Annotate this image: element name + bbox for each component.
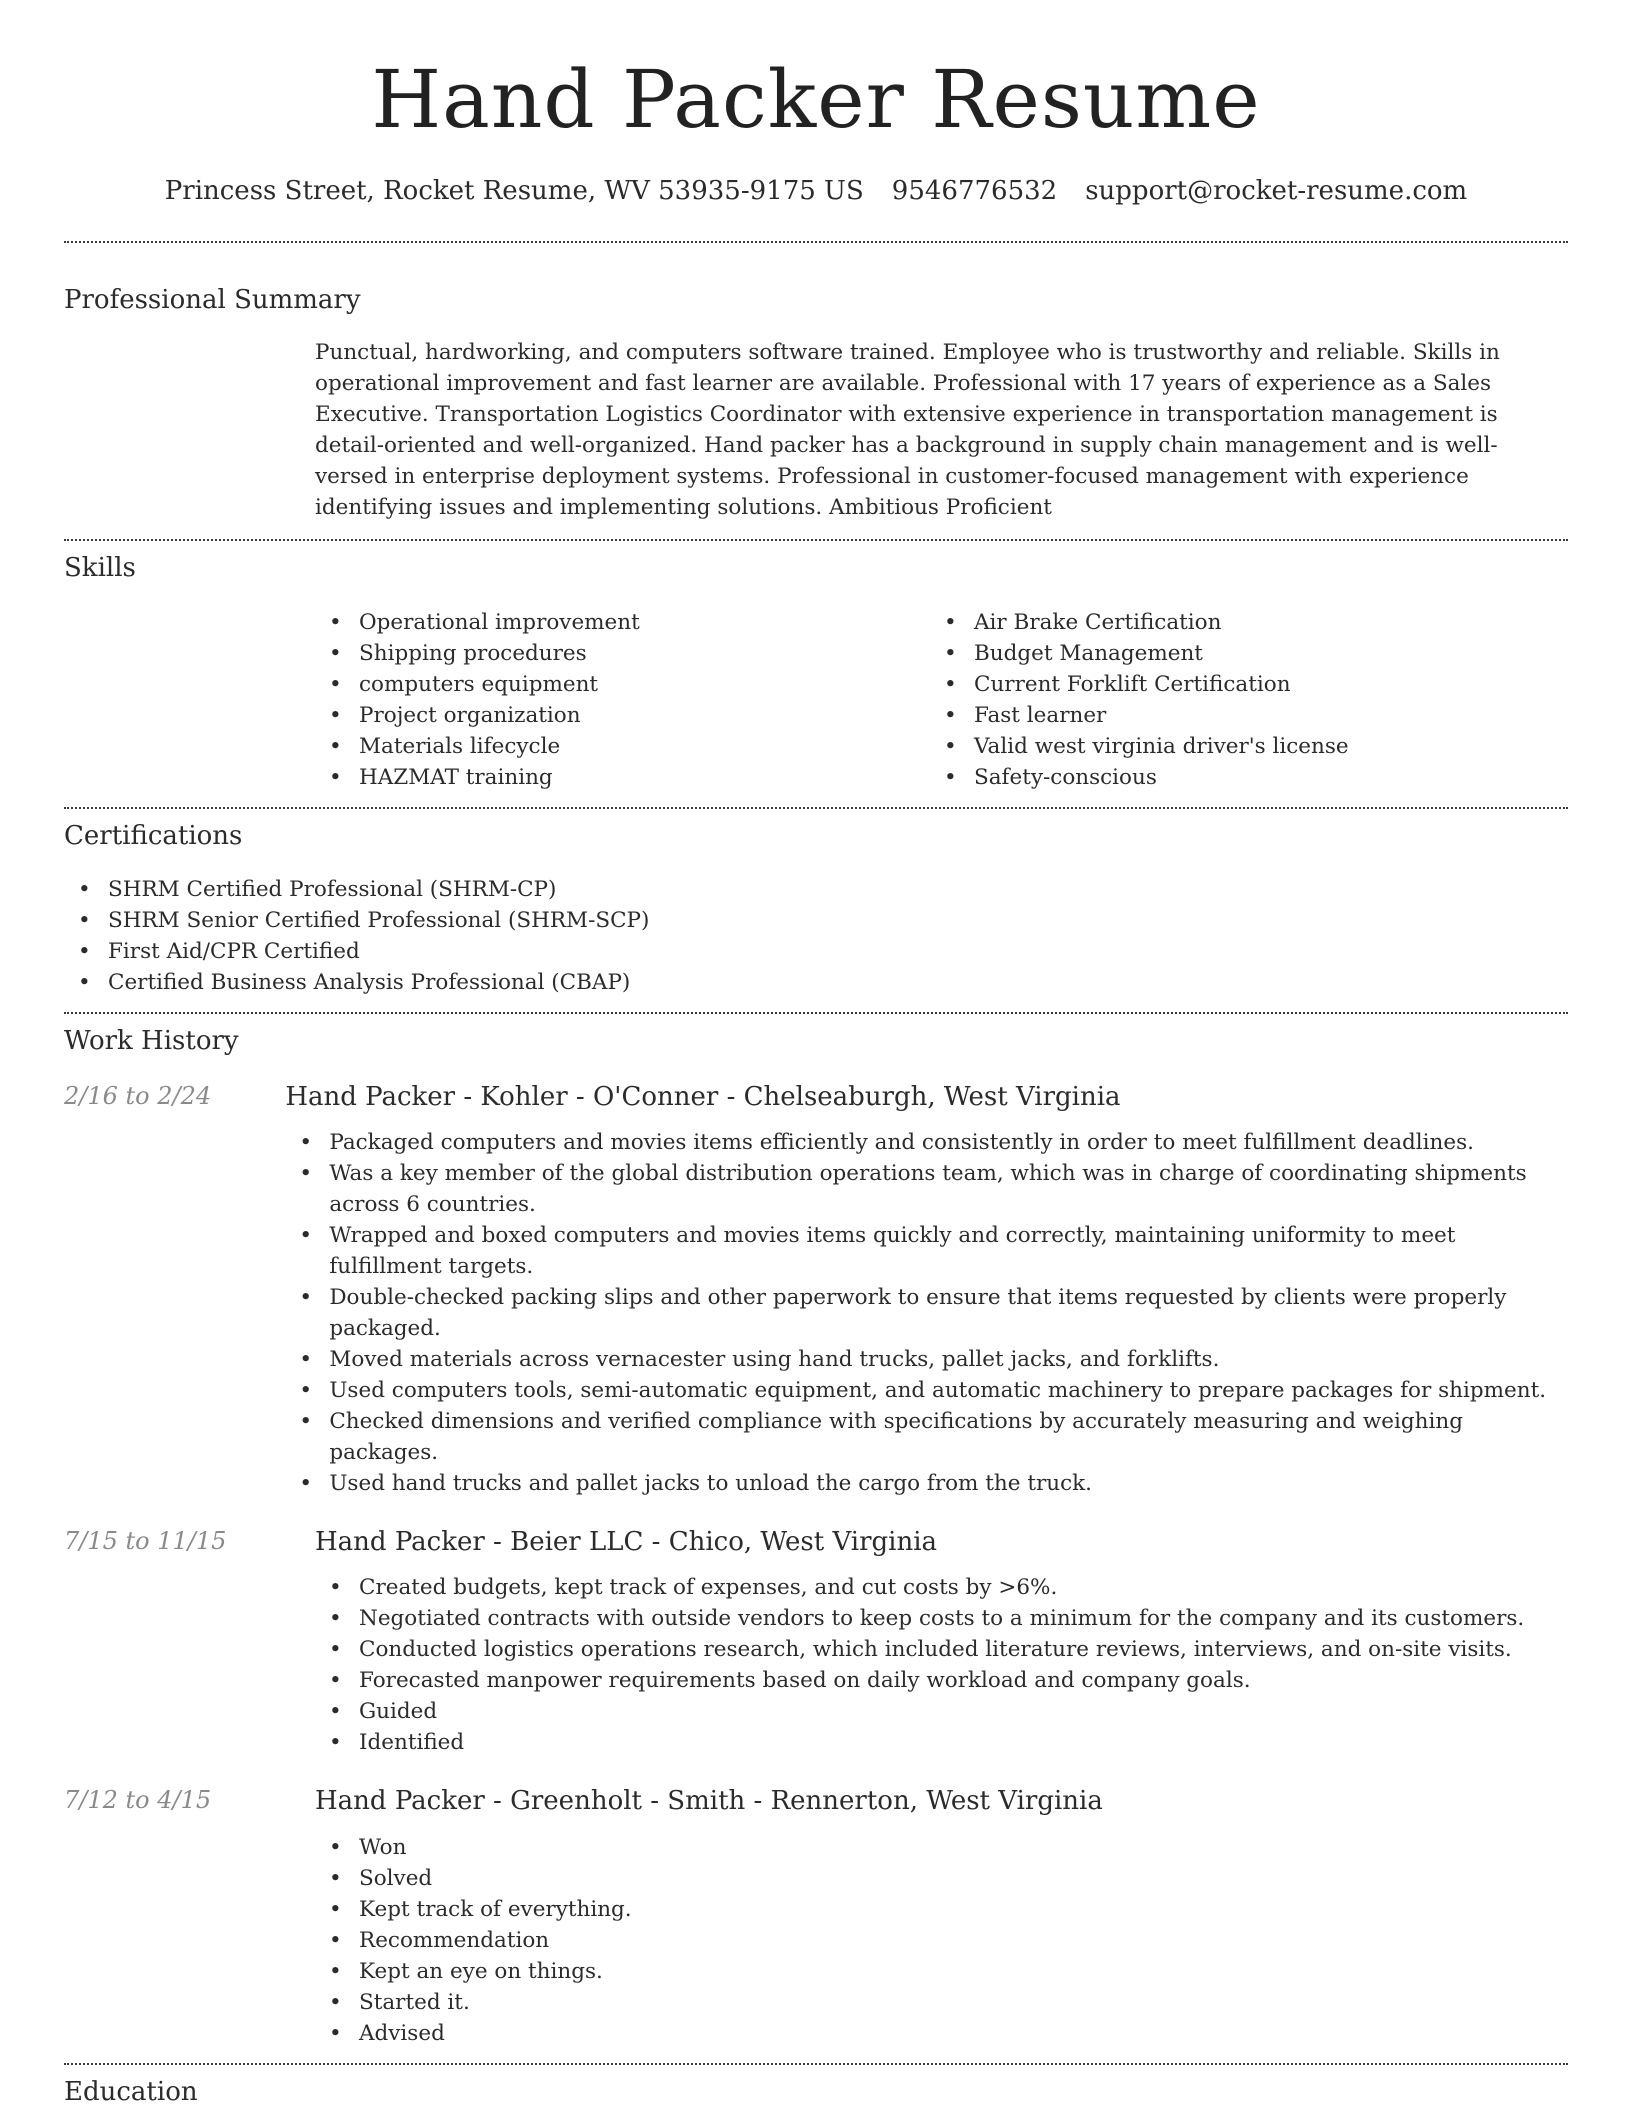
job-bullets [315,1572,1524,1758]
list-item: • SHRM Certified Professional (SHRM-CP) [64,874,1568,905]
list-item: • SHRM Senior Certified Professional (SHRM-SCP) [64,905,1568,936]
divider [64,1012,1568,1014]
job-bullets [315,1832,1103,2049]
job-dates: 2/16 to 2/24 [64,1081,212,1110]
list-item: • Recommendation [315,1925,1103,1956]
list-item: • Kept track of everything. [315,1894,1103,1925]
list-item: • Current Forklift Certification [930,669,1545,700]
job-entry [64,1082,1568,1499]
job-details [285,1082,1568,1499]
section-heading-skills: Skills [64,553,136,584]
job-dates: 7/15 to 11/15 [64,1527,227,1556]
list-item: • Negotiated contracts with outside vendors to keep costs to a minimum for the company and its customers. [315,1603,1524,1634]
list-item: • First Aid/CPR Certified [64,936,1568,967]
job-entry [64,1786,1568,2048]
contact-phone: 9546776532 [891,176,1058,206]
divider [64,2063,1568,2065]
job-entry [64,1527,1568,1758]
job-bullets [285,1127,1568,1499]
job-dates: 7/12 to 4/15 [64,1786,212,1815]
section-heading-education: Education [64,2076,198,2107]
list-item: • Won [315,1832,1103,1863]
contact-email[interactable]: support@rocket-resume.com [1085,176,1468,206]
list-item: • Safety-conscious [930,762,1545,793]
list-item: • Conducted logistics operations research, which included literature reviews, interviews, and on-site visits. [315,1634,1524,1665]
list-item: • Packaged computers and movies items efficiently and consistently in order to meet fulfillment deadlines. [285,1127,1568,1158]
list-item: • Kept an eye on things. [315,1956,1103,1987]
list-item: • Started it. [315,1987,1103,2018]
job-details [315,1786,1103,2048]
list-item: • Materials lifecycle [315,731,930,762]
list-item: • Double-checked packing slips and other paperwork to ensure that items requested by clients were properly packaged. [285,1282,1568,1344]
section-heading-summary: Professional Summary [64,285,361,316]
skills-list-left [315,607,930,793]
list-item: • Forecasted manpower requirements based on daily workload and company goals. [315,1665,1524,1696]
resume-page [64,0,1568,2108]
list-item: • Air Brake Certification [930,607,1545,638]
list-item: • HAZMAT training [315,762,930,793]
list-item: • Operational improvement [315,607,930,638]
job-details [315,1527,1524,1758]
job-title: Hand Packer - Beier LLC - Chico, West Virginia [315,1527,938,1558]
list-item: • Project organization [315,700,930,731]
contact-address: Princess Street, Rocket Resume, WV 53935-9175 US [164,176,864,206]
list-item: • Guided [315,1696,1524,1727]
list-item: • Wrapped and boxed computers and movies items quickly and correctly, maintaining uniformity to meet fulfillment targets. [285,1220,1568,1282]
job-title: Hand Packer - Greenholt - Smith - Rennerton, West Virginia [315,1786,1103,1817]
list-item: • Used hand trucks and pallet jacks to unload the cargo from the truck. [285,1468,1568,1499]
page-title: Hand Packer Resume [371,53,1261,146]
list-item: • Solved [315,1863,1103,1894]
list-item: • Fast learner [930,700,1545,731]
summary-text: Punctual, hardworking, and computers software trained. Employee who is trustworthy and reliable. Skills in operational improvement and fast learner are available. Professional with 17 years of experience as a Sales Executive. Transportation Logistics Coordinator with extensive experience in transportation management is detail-oriented and well-organized. Hand packer has a background in supply chain management and is well-versed in enterprise deployment systems. Professional in customer-focused management with experience identifying issues and implementing solutions. Ambitious Proficient [315,340,1500,521]
divider [64,807,1568,809]
list-item: • Advised [315,2018,1103,2049]
divider [64,539,1568,541]
list-item: • Was a key member of the global distribution operations team, which was in charge of coordinating shipments across 6 countries. [285,1158,1568,1220]
job-title: Hand Packer - Kohler - O'Conner - Chelseaburgh, West Virginia [285,1081,1121,1112]
list-item: • Created budgets, kept track of expenses, and cut costs by >6%. [315,1572,1524,1603]
list-item: • Budget Management [930,638,1545,669]
section-heading-certifications: Certifications [64,820,243,851]
divider [64,241,1568,243]
list-item: • computers equipment [315,669,930,700]
skills-grid [315,607,1568,793]
contact-line [64,176,1568,207]
list-item: • Shipping procedures [315,638,930,669]
section-heading-work-history: Work History [64,1025,239,1056]
list-item: • Certified Business Analysis Professional (CBAP) [64,967,1568,998]
list-item: • Used computers tools, semi-automatic equipment, and automatic machinery to prepare packages for shipment. [285,1375,1568,1406]
list-item: • Valid west virginia driver's license [930,731,1545,762]
list-item: • Checked dimensions and verified compliance with specifications by accurately measuring and weighing packages. [285,1406,1568,1468]
certifications-list [64,874,1568,998]
skills-list-right [930,607,1545,793]
list-item: • Moved materials across vernacester using hand trucks, pallet jacks, and forklifts. [285,1344,1568,1375]
list-item: • Identified [315,1727,1524,1758]
